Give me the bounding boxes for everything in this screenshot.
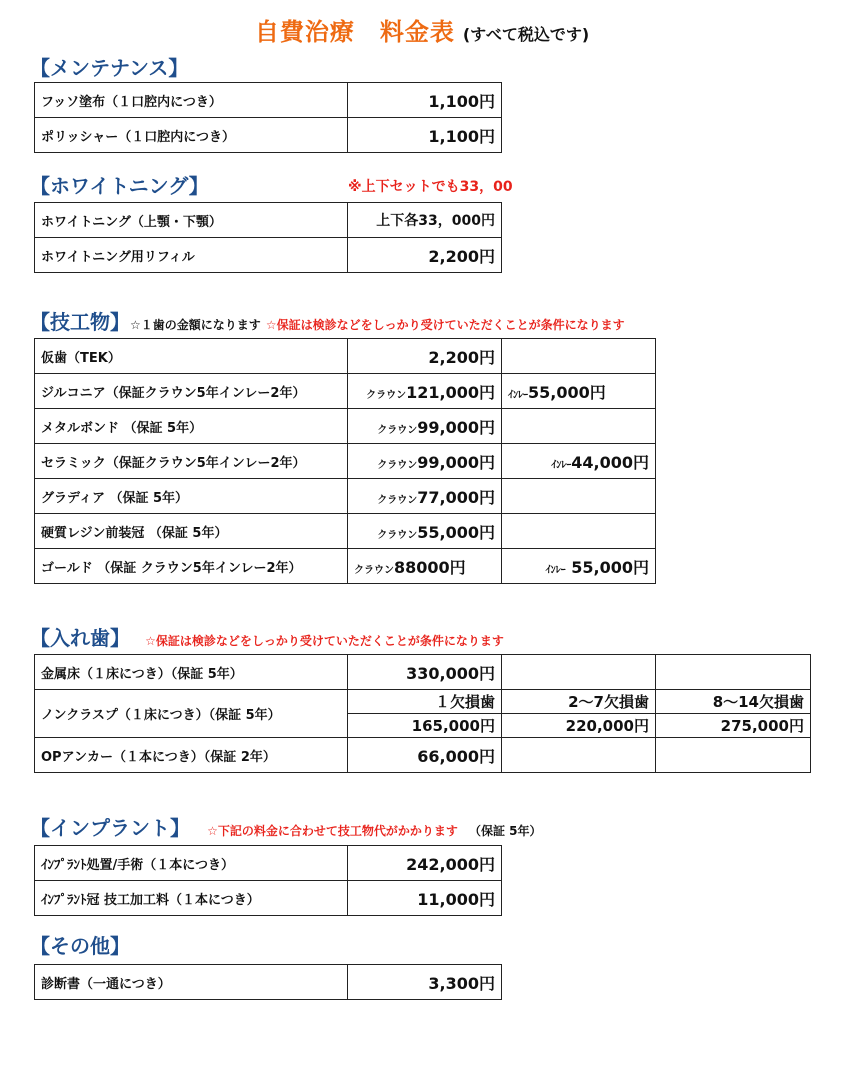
price-value: 99,000円 (417, 417, 495, 437)
technical-per-tooth-note: ☆１歯の金額になります (130, 318, 261, 332)
extra-prefix: ｲﾝﾚｰ (508, 389, 528, 401)
item-extra (502, 374, 656, 409)
item-price: 3,300円 (348, 965, 502, 1000)
price-prefix: クラウン (377, 424, 418, 436)
item-price: 330,000円 (348, 655, 502, 690)
item-price: 11,000円 (348, 881, 502, 916)
item-extra (502, 339, 656, 374)
item-extra (502, 479, 656, 514)
item-price: 66,000円 (348, 738, 502, 773)
price-value: 2,200円 (428, 347, 495, 367)
extra-prefix: ｲﾝﾚｰ (545, 564, 566, 576)
item-name: セラミック（保証クラウン5年インレー2年） (35, 444, 348, 479)
item-extra (502, 444, 656, 479)
item-name: 金属床（１床につき）（保証 5年） (35, 655, 348, 690)
technical-table (34, 338, 656, 584)
empty-cell (502, 738, 656, 773)
item-name: フッソ塗布（１口腔内につき） (35, 83, 348, 118)
whitening-table (34, 202, 502, 273)
item-name: ホワイトニング用リフィル (35, 238, 348, 273)
item-name: グラディア （保証 5年） (35, 479, 348, 514)
item-price: 上下各33，000円 (348, 203, 502, 238)
item-name: OPアンカー（１本につき）（保証 2年） (35, 738, 348, 773)
price-value: 99,000円 (417, 452, 495, 472)
price-prefix: クラウン (377, 494, 418, 506)
extra-value: 44,000円 (571, 452, 649, 472)
section-header-whitening: 【ホワイトニング】 (30, 174, 209, 198)
implant-warranty-note: （保証 5年） (468, 824, 542, 838)
item-name: 仮歯（TEK） (35, 339, 348, 374)
price-prefix: クラウン (377, 459, 418, 471)
table-row (35, 965, 502, 1000)
item-price: 1,100円 (348, 83, 502, 118)
item-name: ｲﾝﾌﾟﾗﾝﾄ処置/手術（１本につき） (35, 846, 348, 881)
item-price (348, 444, 502, 479)
table-row (35, 881, 502, 916)
item-price: 1,100円 (348, 118, 502, 153)
table-row (35, 690, 811, 714)
item-extra (502, 514, 656, 549)
empty-cell (656, 655, 811, 690)
section-header-maintenance: 【メンテナンス】 (30, 56, 189, 80)
table-row (35, 738, 811, 773)
title-main: 自費治療 料金表 (254, 18, 455, 46)
whitening-set-note: ※上下セットでも33，00 (348, 179, 513, 195)
tier-price: 165,000円 (348, 714, 502, 738)
table-row (35, 339, 656, 374)
item-price (348, 409, 502, 444)
price-prefix: クラウン (366, 389, 407, 401)
table-row (35, 238, 502, 273)
other-table (34, 964, 502, 1000)
table-row (35, 514, 656, 549)
technical-header-line (30, 306, 625, 335)
implant-header-line (30, 812, 541, 841)
section-header-dentures: 【入れ歯】 (30, 626, 130, 650)
tier-label: 2～7欠損歯 (502, 690, 656, 714)
item-price: 2,200円 (348, 238, 502, 273)
section-header-implant: 【インプラント】 (30, 816, 190, 840)
implant-lab-fee-note: ☆下記の料金に合わせて技工物代がかかります (207, 824, 458, 838)
extra-value: 55,000円 (565, 557, 649, 577)
item-name: 硬質レジン前装冠 （保証 5年） (35, 514, 348, 549)
item-name: ジルコニア（保証クラウン5年インレー2年） (35, 374, 348, 409)
item-name: ゴールド （保証 クラウン5年インレー2年） (35, 549, 348, 584)
price-prefix: クラウン (354, 564, 394, 576)
empty-cell (656, 738, 811, 773)
item-price (348, 549, 502, 584)
item-name: 診断書（一通につき） (35, 965, 348, 1000)
item-extra (502, 409, 656, 444)
table-row (35, 444, 656, 479)
item-name: ノンクラスプ（１床につき）（保証 5年） (35, 690, 348, 738)
item-price: 242,000円 (348, 846, 502, 881)
price-value: 77,000円 (417, 487, 495, 507)
price-prefix: クラウン (377, 529, 418, 541)
table-row (35, 83, 502, 118)
tier-label: 8～14欠損歯 (656, 690, 811, 714)
item-price (348, 339, 502, 374)
title-tax-note: (すべて税込です) (462, 25, 590, 44)
tier-label: １欠損歯 (348, 690, 502, 714)
item-name: ポリッシャー（１口腔内につき） (35, 118, 348, 153)
page-title (0, 12, 844, 47)
table-row (35, 118, 502, 153)
item-price (348, 514, 502, 549)
item-price (348, 374, 502, 409)
item-name: ホワイトニング（上顎・下顎） (35, 203, 348, 238)
table-row (35, 374, 656, 409)
item-name: メタルボンド （保証 5年） (35, 409, 348, 444)
section-header-technical: 【技工物】 (30, 310, 130, 334)
table-row (35, 846, 502, 881)
implant-table (34, 845, 502, 916)
table-row (35, 409, 656, 444)
section-header-other: 【その他】 (30, 934, 130, 958)
table-row (35, 479, 656, 514)
table-row (35, 549, 656, 584)
item-name: ｲﾝﾌﾟﾗﾝﾄ冠 技工加工料（１本につき） (35, 881, 348, 916)
empty-cell (502, 655, 656, 690)
dentures-table (34, 654, 811, 773)
table-row (35, 203, 502, 238)
item-extra (502, 549, 656, 584)
extra-value: 55,000円 (528, 382, 606, 402)
price-value: 55,000円 (417, 522, 495, 542)
tier-price: 220,000円 (502, 714, 656, 738)
tier-price: 275,000円 (656, 714, 811, 738)
maintenance-table (34, 82, 502, 153)
dentures-warranty-note: ☆保証は検診などをしっかり受けていただくことが条件になります (145, 634, 504, 648)
table-row (35, 655, 811, 690)
dentures-header-line (30, 622, 504, 651)
price-value: 88000円 (394, 557, 466, 577)
price-value: 121,000円 (406, 382, 495, 402)
extra-prefix: ｲﾝﾚｰ (551, 459, 572, 471)
item-price (348, 479, 502, 514)
technical-warranty-note: ☆保証は検診などをしっかり受けていただくことが条件になります (265, 318, 625, 332)
